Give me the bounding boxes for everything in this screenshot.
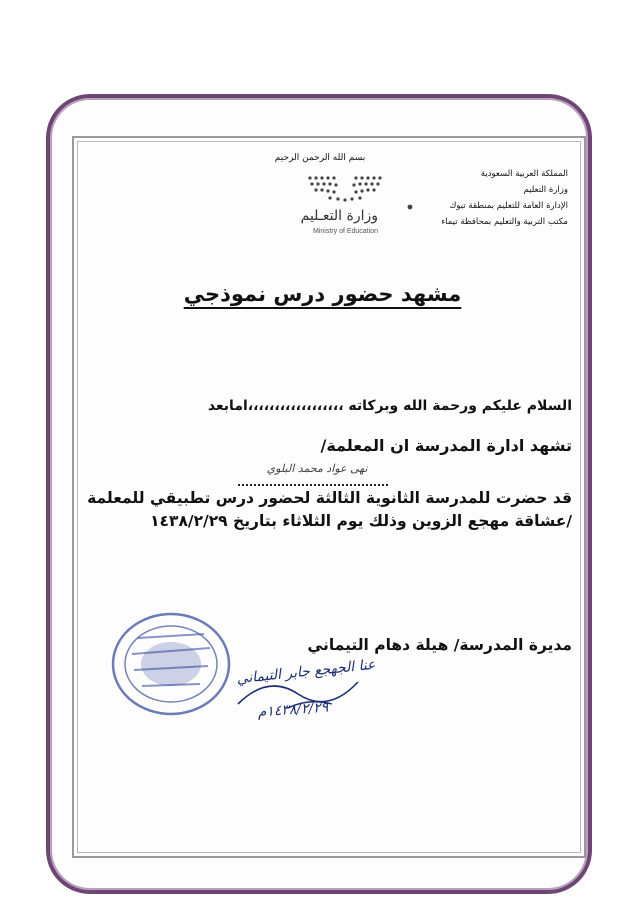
header-line-kingdom: المملكة العربية السعودية [480, 169, 568, 179]
teacher-name-handwritten: نهى عواد محمد البلوي [266, 462, 368, 475]
certifies-line: تشهد ادارة المدرسة ان المعلمة/ [320, 436, 572, 455]
school-stamp [108, 608, 234, 720]
signature-date: ١٤٣٨/٢/٢٩م [257, 699, 329, 721]
body-line-2: /عشاقة مهجع الزوين وذلك يوم الثلاثاء بتاريخ ١٤٣٨/٢/٢٩ [150, 512, 572, 530]
logo-wordmark-ar: وزارة التعـليم [300, 208, 378, 224]
header-line-office: مكتب التربية والتعليم بمحافظة تيماء [441, 217, 568, 227]
document-title: مشهد حضور درس نموذجي [183, 282, 462, 306]
ministry-header [428, 166, 568, 230]
body-line-1: قد حضرت للمدرسة الثانوية الثالثة لحضور درس تطبيقي للمعلمة [87, 489, 572, 507]
greeting-line: السلام عليكم ورحمة الله وبركاته ،،،،،،،،،،،،،،،،،،امابعد [207, 398, 572, 414]
signature-name: عنا الجهجع جابر التيماني [235, 656, 377, 688]
header-line-ministry: وزارة التعليم [523, 185, 568, 195]
basmala: بسم الله الرحمن الرحيم [274, 153, 366, 163]
logo-wordmark-en: Ministry of Education [313, 228, 378, 235]
header-line-directorate: الإدارة العامة للتعليم بمنطقة تبوك [449, 201, 568, 211]
director-line: مديرة المدرسة/ هيلة دهام التيماني [307, 636, 572, 654]
